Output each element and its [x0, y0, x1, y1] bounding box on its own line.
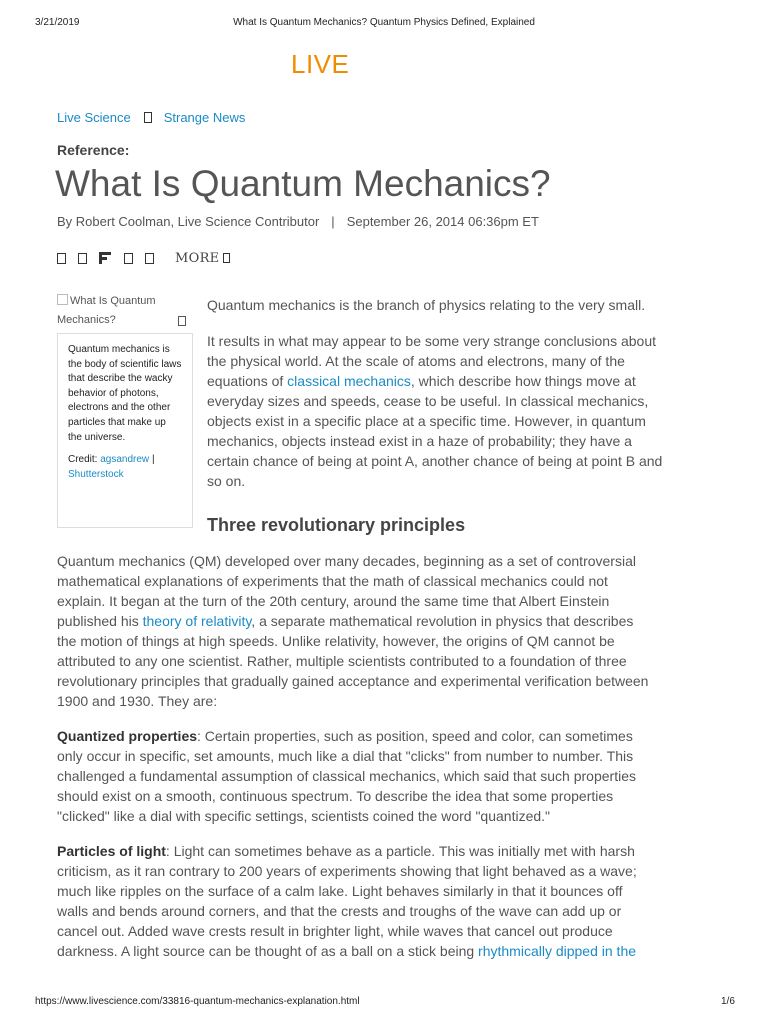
- text-line: revolutionary principles that gradually gained acceptance and experimental verification between: [57, 673, 649, 689]
- expand-image-icon[interactable]: [178, 316, 186, 326]
- text-line: attributed to any one scientist. Rather, multiple scientists contributed to a foundation of three: [57, 653, 627, 669]
- image-credit: [68, 453, 182, 482]
- text-fragment: darkness. A light source can be thought of as a ball on a stick being: [57, 943, 479, 959]
- text-line: should exist on a smooth, continuous spectrum. To describe the idea that some properties: [57, 788, 614, 804]
- page-title: What Is Quantum Mechanics?: [55, 163, 551, 204]
- pinterest-icon[interactable]: [124, 253, 133, 264]
- more-share-button[interactable]: [175, 251, 230, 266]
- flipboard-icon[interactable]: [99, 252, 111, 264]
- broken-image-icon: [57, 294, 68, 305]
- text-line: [57, 611, 648, 631]
- text-line: only occur in specific, set amounts, much like a dial that "clicks" from number to number. This: [57, 748, 634, 764]
- text-line: [57, 841, 637, 861]
- more-share-label: MORE: [175, 250, 220, 266]
- byline-separator: |: [331, 214, 335, 229]
- text-line: "clicked" like a dial with specific settings, scientists coined the word "quantized.": [57, 808, 551, 824]
- text-fragment: published his: [57, 613, 143, 629]
- text-fragment: , a separate mathematical revolution in physics that describes: [251, 613, 634, 629]
- credit-author-link[interactable]: agsandrew: [100, 454, 150, 466]
- byline: [57, 214, 539, 229]
- text-line: cancel out. Added wave crests result in brighter light, while waves that cancel out produce: [57, 923, 613, 939]
- body-paragraph-1: [57, 551, 648, 711]
- text-line: the physical world. At the scale of atoms and electrons, many of the: [207, 353, 625, 369]
- text-line: It results in what may appear to be some very strange conclusions about: [207, 333, 657, 349]
- text-line: mathematical explanations of experiments that the math of classical mechanics could not: [57, 573, 608, 589]
- text-fragment: : Light can sometimes behave as a particle. This was initially met with harsh: [165, 843, 635, 859]
- text-line: much like ripples on the surface of a calm lake. Light behaves similarly in that it bounces off: [57, 883, 623, 899]
- term-quantized-properties: Quantized properties: [57, 728, 198, 744]
- text-line: 1900 and 1930. They are:: [57, 693, 218, 709]
- breadcrumb-separator-icon: [144, 112, 152, 123]
- byline-date: September 26, 2014 06:36pm ET: [346, 214, 539, 229]
- article-kicker: Reference:: [57, 142, 130, 158]
- text-line: [207, 371, 662, 391]
- intro-paragraph-2: [207, 331, 662, 491]
- credit-source-link[interactable]: Shutterstock: [68, 468, 124, 480]
- text-line: so on.: [207, 473, 246, 489]
- facebook-icon[interactable]: [57, 253, 66, 264]
- print-page-title: What Is Quantum Mechanics? Quantum Physics Defined, Explained: [233, 17, 535, 28]
- body-paragraph-particles: [57, 841, 637, 961]
- twitter-icon[interactable]: [78, 253, 87, 264]
- text-line: criticism, as it ran contrary to 200 years of experiments showing that light behaved as a wave;: [57, 863, 637, 879]
- text-line: challenged a fundamental assumption of classical mechanics, which said that such properties: [57, 768, 636, 784]
- credit-label: Credit:: [68, 454, 98, 466]
- caption-text: Quantum mechanics is the body of scientific laws that describe the wacky behavior of photons, electrons and the other particles that make up the universe.: [68, 344, 182, 443]
- text-line: certain chance of being at point A, another chance of being at point B and: [207, 453, 663, 469]
- breadcrumb-item-live-science[interactable]: Live Science: [57, 110, 131, 125]
- text-line: [57, 726, 636, 746]
- breadcrumb-item-strange-news[interactable]: Strange News: [163, 110, 246, 125]
- print-date: 3/21/2019: [35, 17, 80, 28]
- article-image[interactable]: [57, 292, 193, 330]
- text-line: objects exist in a specific place at a specific time. However, in quantum: [207, 413, 646, 429]
- rhythmically-dipped-link[interactable]: rhythmically dipped in the: [478, 943, 637, 959]
- text-line: Quantum mechanics (QM) developed over many decades, beginning as a set of controversial: [57, 553, 636, 569]
- text-line: walls and bends around corners, and that the crests and troughs of the wave can add up or: [57, 903, 622, 919]
- text-line: the motion of things at high speeds. Unlike relativity, however, the origins of QM cannot be: [57, 633, 615, 649]
- credit-separator: |: [151, 454, 155, 466]
- share-bar: [57, 250, 230, 266]
- term-particles-of-light: Particles of light: [57, 843, 166, 859]
- text-line: everyday sizes and speeds, cease to be useful. In classical mechanics,: [207, 393, 649, 409]
- image-caption: [57, 333, 193, 528]
- more-arrow-icon: [223, 253, 230, 263]
- body-paragraph-quantized: [57, 726, 636, 826]
- text-fragment: : Certain properties, such as position, speed and color, can sometimes: [197, 728, 633, 744]
- classical-mechanics-link[interactable]: classical mechanics: [287, 373, 411, 389]
- intro-paragraph-1: Quantum mechanics is the branch of physics relating to the very small.: [207, 297, 646, 313]
- image-alt-text: What Is Quantum Mechanics?: [57, 295, 156, 326]
- text-line: explain. It began at the turn of the 20th century, around the same time that Albert Einstein: [57, 593, 610, 609]
- text-fragment: equations of: [207, 373, 288, 389]
- print-page-number: 1/6: [721, 996, 735, 1007]
- byline-author: By Robert Coolman, Live Science Contributor: [57, 214, 320, 229]
- text-line: [57, 941, 637, 961]
- breadcrumb: [57, 110, 245, 125]
- text-fragment: , which describe how things move at: [410, 373, 636, 389]
- theory-of-relativity-link[interactable]: theory of relativity: [142, 613, 252, 629]
- text-line: mechanics, objects instead exist in a haze of probability; they have a: [207, 433, 632, 449]
- email-icon[interactable]: [145, 253, 154, 264]
- site-logo[interactable]: LIVE: [291, 49, 350, 79]
- section-heading: Three revolutionary principles: [207, 515, 466, 535]
- print-url: https://www.livescience.com/33816-quantum-mechanics-explanation.html: [35, 996, 360, 1007]
